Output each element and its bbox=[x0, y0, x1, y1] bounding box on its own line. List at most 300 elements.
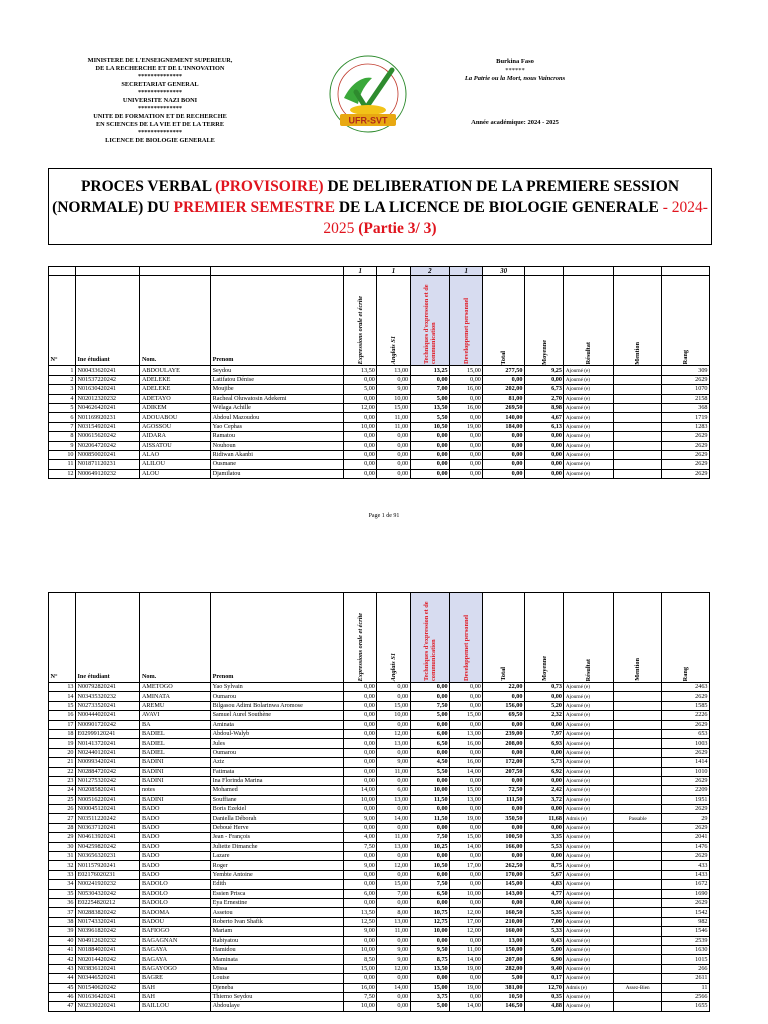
total-cell: 160,50 bbox=[483, 908, 525, 917]
prenom-cell: Oumarou bbox=[211, 748, 344, 757]
nom-cell: AMETOGO bbox=[140, 683, 211, 692]
resultat-cell: Ajourné (e) bbox=[564, 375, 614, 384]
mention-cell bbox=[614, 701, 662, 710]
anglais-cell: 0,00 bbox=[377, 1002, 410, 1011]
rang-cell: 2629 bbox=[662, 852, 710, 861]
moyenne-cell: 0,00 bbox=[524, 720, 563, 729]
mention-cell bbox=[614, 852, 662, 861]
tech-cell: 0,00 bbox=[410, 375, 449, 384]
col-expr-label: Expressions orale et écrite bbox=[356, 296, 364, 365]
moyenne-cell: 12,70 bbox=[524, 983, 563, 992]
tech-cell: 0,00 bbox=[410, 870, 449, 879]
moyenne-cell: 0,73 bbox=[524, 683, 563, 692]
table-row bbox=[49, 758, 710, 767]
expr-cell: 10,00 bbox=[344, 1002, 377, 1011]
prenom-cell: Wëlaga Achille bbox=[211, 403, 344, 412]
anglais-cell: 0,00 bbox=[377, 441, 410, 450]
dev-cell: 17,00 bbox=[450, 917, 483, 926]
resultat-cell: Ajourné (e) bbox=[564, 469, 614, 478]
ine-cell: N03154920241 bbox=[76, 422, 140, 431]
table-row bbox=[49, 861, 710, 870]
moyenne-cell: 3,72 bbox=[524, 795, 563, 804]
total-cell: 210,00 bbox=[483, 917, 525, 926]
rang-cell: 2629 bbox=[662, 375, 710, 384]
anglais-cell: 0,00 bbox=[377, 375, 410, 384]
row-num: 42 bbox=[49, 955, 76, 964]
ine-cell: E02176020231 bbox=[76, 870, 140, 879]
row-num: 39 bbox=[49, 927, 76, 936]
moyenne-cell: 0,00 bbox=[524, 469, 563, 478]
dev-cell: 13,00 bbox=[450, 795, 483, 804]
resultat-cell: Ajourné (e) bbox=[564, 413, 614, 422]
anglais-cell: 15,00 bbox=[377, 403, 410, 412]
rang-cell: 2226 bbox=[662, 711, 710, 720]
col-nom: Nom. bbox=[140, 593, 211, 683]
header-line: DE LA RECHERCHE ET DE L'INNOVATION bbox=[95, 65, 225, 72]
anglais-cell: 7,00 bbox=[377, 889, 410, 898]
ine-cell: E02254820212 bbox=[76, 898, 140, 907]
row-num: 25 bbox=[49, 795, 76, 804]
row-num: 1 bbox=[49, 366, 76, 375]
expr-cell: 0,00 bbox=[344, 432, 377, 441]
total-cell: 13,00 bbox=[483, 936, 525, 945]
mention-cell bbox=[614, 927, 662, 936]
table-row bbox=[49, 776, 710, 785]
expr-cell: 9,00 bbox=[344, 861, 377, 870]
col-resultat bbox=[564, 276, 614, 366]
ine-cell: N00444020241 bbox=[76, 711, 140, 720]
total-cell: 10,50 bbox=[483, 992, 525, 1001]
rang-cell: 1630 bbox=[662, 945, 710, 954]
tech-cell: 9,50 bbox=[410, 945, 449, 954]
total-cell: 22,00 bbox=[483, 683, 525, 692]
mention-cell: Assez-Bien bbox=[614, 983, 662, 992]
total-cell: 0,00 bbox=[483, 776, 525, 785]
rang-cell: 1672 bbox=[662, 880, 710, 889]
resultat-cell: Ajourné (e) bbox=[564, 880, 614, 889]
rang-cell: 2041 bbox=[662, 833, 710, 842]
rang-cell: 2463 bbox=[662, 683, 710, 692]
mention-cell bbox=[614, 833, 662, 842]
title-part: DE DELIBERATION DE LA PREMIERE SESSION (NORMALE) DU bbox=[52, 178, 680, 216]
expr-cell: 8,50 bbox=[344, 955, 377, 964]
tech-cell: 13,50 bbox=[410, 403, 449, 412]
expr-cell: 0,00 bbox=[344, 450, 377, 459]
table-row bbox=[49, 366, 710, 375]
resultat-cell: Ajourné (e) bbox=[564, 964, 614, 973]
moyenne-cell: 0,00 bbox=[524, 823, 563, 832]
mention-cell bbox=[614, 776, 662, 785]
rang-cell: 266 bbox=[662, 964, 710, 973]
nom-cell: BADIEL bbox=[140, 748, 211, 757]
col-num: N° bbox=[49, 593, 76, 683]
nom-cell: BAGRE bbox=[140, 974, 211, 983]
ine-cell: N03435320232 bbox=[76, 692, 140, 701]
rang-cell: 2209 bbox=[662, 786, 710, 795]
resultat-cell: Ajourné (e) bbox=[564, 767, 614, 776]
dev-cell: 0,00 bbox=[450, 432, 483, 441]
document-title bbox=[48, 168, 712, 245]
ine-cell: N01871120231 bbox=[76, 460, 140, 469]
mention-cell bbox=[614, 758, 662, 767]
col-rang-label: Rang bbox=[682, 666, 690, 681]
nom-cell: notes bbox=[140, 786, 211, 795]
ine-cell: N01413720241 bbox=[76, 739, 140, 748]
rang-cell: 2629 bbox=[662, 469, 710, 478]
nom-cell: BADO bbox=[140, 833, 211, 842]
ine-cell: N02085820241 bbox=[76, 786, 140, 795]
mention-cell bbox=[614, 385, 662, 394]
total-cell: 5,00 bbox=[483, 974, 525, 983]
dev-cell: 15,00 bbox=[450, 366, 483, 375]
col-moyenne-label: Moyenne bbox=[540, 339, 548, 365]
prenom-cell: Ina Florinda Marina bbox=[211, 776, 344, 785]
row-num: 38 bbox=[49, 917, 76, 926]
anglais-cell: 0,00 bbox=[377, 432, 410, 441]
dev-cell: 0,00 bbox=[450, 748, 483, 757]
ine-cell: N01636420241 bbox=[76, 992, 140, 1001]
dev-cell: 19,00 bbox=[450, 422, 483, 431]
mention-cell bbox=[614, 729, 662, 738]
rang-cell: 2629 bbox=[662, 720, 710, 729]
table-row bbox=[49, 795, 710, 804]
dev-cell: 19,00 bbox=[450, 983, 483, 992]
prenom-cell: Abdoul-Walyb bbox=[211, 729, 344, 738]
nom-cell: BADO bbox=[140, 805, 211, 814]
moyenne-cell: 4,67 bbox=[524, 413, 563, 422]
col-rang bbox=[662, 276, 710, 366]
title-part-number: (Partie 3/ 3) bbox=[358, 220, 437, 237]
table-row bbox=[49, 441, 710, 450]
total-cell: 0,00 bbox=[483, 432, 525, 441]
table-row bbox=[49, 842, 710, 851]
mention-cell bbox=[614, 795, 662, 804]
tech-cell: 7,50 bbox=[410, 701, 449, 710]
ine-cell: N00516220241 bbox=[76, 795, 140, 804]
resultat-cell: Ajourné (e) bbox=[564, 889, 614, 898]
ine-cell: N02064720242 bbox=[76, 441, 140, 450]
table-2-body bbox=[49, 683, 710, 1012]
nom-cell: ALAO bbox=[140, 450, 211, 459]
total-cell: 269,50 bbox=[483, 403, 525, 412]
prenom-cell: Edith bbox=[211, 880, 344, 889]
anglais-cell: 0,00 bbox=[377, 776, 410, 785]
anglais-cell: 11,00 bbox=[377, 833, 410, 842]
nom-cell: BADO bbox=[140, 870, 211, 879]
mention-cell bbox=[614, 870, 662, 879]
moyenne-cell: 4,83 bbox=[524, 880, 563, 889]
title-year: - 2024-2025 bbox=[323, 199, 708, 237]
table-row bbox=[49, 805, 710, 814]
resultat-cell: Ajourné (e) bbox=[564, 861, 614, 870]
total-cell: 0,00 bbox=[483, 748, 525, 757]
dev-cell: 0,00 bbox=[450, 683, 483, 692]
nom-cell: BADINI bbox=[140, 767, 211, 776]
resultat-cell: Ajourné (e) bbox=[564, 842, 614, 851]
credit-cell: 1 bbox=[450, 267, 483, 276]
tech-cell: 13,50 bbox=[410, 964, 449, 973]
dev-cell: 14,00 bbox=[450, 955, 483, 964]
dev-cell: 12,00 bbox=[450, 927, 483, 936]
moyenne-cell: 5,67 bbox=[524, 870, 563, 879]
total-cell: 145,00 bbox=[483, 880, 525, 889]
expr-cell: 0,00 bbox=[344, 701, 377, 710]
table-row bbox=[49, 908, 710, 917]
dev-cell: 11,00 bbox=[450, 945, 483, 954]
anglais-cell: 0,00 bbox=[377, 852, 410, 861]
col-tech-label: Techniques d'expression et de communication bbox=[422, 284, 437, 365]
mention-cell bbox=[614, 917, 662, 926]
total-cell: 150,00 bbox=[483, 945, 525, 954]
mention-cell bbox=[614, 823, 662, 832]
prenom-cell: Eya Ernestine bbox=[211, 898, 344, 907]
nom-cell: BAH bbox=[140, 992, 211, 1001]
prenom-cell: Yembte Antoine bbox=[211, 870, 344, 879]
rang-cell: 1015 bbox=[662, 955, 710, 964]
tech-cell: 5,00 bbox=[410, 711, 449, 720]
dev-cell: 0,00 bbox=[450, 805, 483, 814]
nom-cell: BAILLOU bbox=[140, 1002, 211, 1011]
header-line: ************** bbox=[137, 105, 183, 112]
rang-cell: 2629 bbox=[662, 898, 710, 907]
row-num: 18 bbox=[49, 729, 76, 738]
table-row bbox=[49, 767, 710, 776]
expr-cell: 16,00 bbox=[344, 983, 377, 992]
nom-cell: BADO bbox=[140, 823, 211, 832]
tech-cell: 6,50 bbox=[410, 889, 449, 898]
rang-cell: 29 bbox=[662, 814, 710, 823]
rang-cell: 2566 bbox=[662, 992, 710, 1001]
total-cell: 208,00 bbox=[483, 739, 525, 748]
expr-cell: 0,00 bbox=[344, 823, 377, 832]
rang-cell: 2158 bbox=[662, 394, 710, 403]
expr-cell: 0,00 bbox=[344, 683, 377, 692]
col-rang-label: Rang bbox=[682, 350, 690, 365]
moyenne-cell: 0,00 bbox=[524, 776, 563, 785]
prenom-cell: Mohamed bbox=[211, 786, 344, 795]
table-row bbox=[49, 385, 710, 394]
row-num: 30 bbox=[49, 842, 76, 851]
col-moyenne bbox=[524, 593, 563, 683]
resultat-cell: Admis (e) bbox=[564, 983, 614, 992]
table-row bbox=[49, 889, 710, 898]
dev-cell: 0,00 bbox=[450, 469, 483, 478]
expr-cell: 10,00 bbox=[344, 945, 377, 954]
anglais-cell: 0,00 bbox=[377, 870, 410, 879]
prenom-cell: Moujibe bbox=[211, 385, 344, 394]
prenom-cell: Fatimata bbox=[211, 767, 344, 776]
tech-cell: 5,50 bbox=[410, 413, 449, 422]
results-table-2 bbox=[48, 592, 710, 1012]
dev-cell: 13,00 bbox=[450, 729, 483, 738]
title-part: DE LA LICENCE DE BIOLOGIE GENERALE bbox=[334, 199, 659, 216]
ine-cell: N00850020241 bbox=[76, 450, 140, 459]
dev-cell: 0,00 bbox=[450, 375, 483, 384]
logo-text: UFR-SVT bbox=[348, 115, 388, 126]
prenom-cell: Roger bbox=[211, 861, 344, 870]
table-row bbox=[49, 945, 710, 954]
prenom-cell: Ousmane bbox=[211, 460, 344, 469]
dev-cell: 16,00 bbox=[450, 385, 483, 394]
mention-cell bbox=[614, 767, 662, 776]
total-cell: 0,00 bbox=[483, 823, 525, 832]
tech-cell: 8,75 bbox=[410, 955, 449, 964]
total-cell: 111,50 bbox=[483, 795, 525, 804]
mention-cell bbox=[614, 413, 662, 422]
row-num: 35 bbox=[49, 889, 76, 898]
anglais-cell: 0,00 bbox=[377, 720, 410, 729]
col-expr bbox=[344, 276, 377, 366]
mention-cell bbox=[614, 720, 662, 729]
nom-cell: BADO bbox=[140, 842, 211, 851]
rang-cell: 1476 bbox=[662, 842, 710, 851]
nom-cell: ADETAYO bbox=[140, 394, 211, 403]
table-row bbox=[49, 936, 710, 945]
dev-cell: 0,00 bbox=[450, 394, 483, 403]
moyenne-cell: 6,73 bbox=[524, 385, 563, 394]
row-num: 12 bbox=[49, 469, 76, 478]
anglais-cell: 0,00 bbox=[377, 683, 410, 692]
rang-cell: 2629 bbox=[662, 450, 710, 459]
moyenne-cell: 2,42 bbox=[524, 786, 563, 795]
anglais-cell: 9,00 bbox=[377, 758, 410, 767]
expr-cell: 12,00 bbox=[344, 403, 377, 412]
rang-cell: 1010 bbox=[662, 767, 710, 776]
header-line: LICENCE DE BIOLOGIE GENERALE bbox=[105, 137, 215, 144]
expr-cell: 0,00 bbox=[344, 720, 377, 729]
dev-cell: 19,00 bbox=[450, 964, 483, 973]
dev-cell: 0,00 bbox=[450, 870, 483, 879]
ine-cell: N01157920241 bbox=[76, 861, 140, 870]
tech-cell: 0,00 bbox=[410, 974, 449, 983]
mention-cell bbox=[614, 692, 662, 701]
resultat-cell: Ajourné (e) bbox=[564, 729, 614, 738]
expr-cell: 7,50 bbox=[344, 992, 377, 1001]
dev-cell: 0,00 bbox=[450, 852, 483, 861]
total-cell: 0,00 bbox=[483, 692, 525, 701]
anglais-cell: 0,00 bbox=[377, 992, 410, 1001]
tech-cell: 0,00 bbox=[410, 460, 449, 469]
ine-cell: N05304320242 bbox=[76, 889, 140, 898]
col-ine: Ine étudiant bbox=[76, 276, 140, 366]
col-anglais bbox=[377, 593, 410, 683]
moyenne-cell: 6,93 bbox=[524, 739, 563, 748]
rang-cell: 2611 bbox=[662, 974, 710, 983]
dev-cell: 0,00 bbox=[450, 974, 483, 983]
anglais-cell: 6,00 bbox=[377, 786, 410, 795]
col-total bbox=[483, 593, 525, 683]
row-num: 47 bbox=[49, 1002, 76, 1011]
prenom-cell: Ramatou bbox=[211, 432, 344, 441]
expr-cell: 0,00 bbox=[344, 936, 377, 945]
ine-cell: N03961820242 bbox=[76, 927, 140, 936]
header-line: UNIVERSITE NAZI BONI bbox=[122, 97, 198, 104]
rang-cell: 1003 bbox=[662, 739, 710, 748]
resultat-cell: Ajourné (e) bbox=[564, 739, 614, 748]
ine-cell: N00649120232 bbox=[76, 469, 140, 478]
table-row bbox=[49, 729, 710, 738]
table-row bbox=[49, 786, 710, 795]
col-tech bbox=[410, 593, 449, 683]
moyenne-cell: 0,17 bbox=[524, 974, 563, 983]
mention-cell bbox=[614, 403, 662, 412]
row-num: 17 bbox=[49, 720, 76, 729]
dev-cell: 15,00 bbox=[450, 786, 483, 795]
moyenne-cell: 3,35 bbox=[524, 833, 563, 842]
expr-cell: 15,00 bbox=[344, 964, 377, 973]
prenom-cell: Rabiyatou bbox=[211, 936, 344, 945]
table-row bbox=[49, 870, 710, 879]
row-num: 29 bbox=[49, 833, 76, 842]
rang-cell: 2629 bbox=[662, 805, 710, 814]
dev-cell: 0,00 bbox=[450, 413, 483, 422]
resultat-cell: Ajourné (e) bbox=[564, 758, 614, 767]
ine-cell: N03511220242 bbox=[76, 814, 140, 823]
row-num: 43 bbox=[49, 964, 76, 973]
col-prenom: Prenom bbox=[211, 593, 344, 683]
mention-cell bbox=[614, 394, 662, 403]
row-num: 27 bbox=[49, 814, 76, 823]
header-line: ************** bbox=[137, 89, 183, 96]
header-line: EN SCIENCES DE LA VIE ET DE LA TERRE bbox=[95, 121, 225, 128]
prenom-cell: Bilgasou Adimi Bolarinwa Aromose bbox=[211, 701, 344, 710]
expr-cell: 6,00 bbox=[344, 889, 377, 898]
row-num: 23 bbox=[49, 776, 76, 785]
table-row bbox=[49, 375, 710, 384]
expr-cell: 5,00 bbox=[344, 385, 377, 394]
ine-cell: N00433620241 bbox=[76, 366, 140, 375]
tech-cell: 5,50 bbox=[410, 767, 449, 776]
total-cell: 0,00 bbox=[483, 720, 525, 729]
col-tech bbox=[410, 276, 449, 366]
resultat-cell: Ajourné (e) bbox=[564, 917, 614, 926]
resultat-cell: Admis (e) bbox=[564, 814, 614, 823]
table-row bbox=[49, 880, 710, 889]
mention-cell bbox=[614, 805, 662, 814]
mention-cell bbox=[614, 974, 662, 983]
nom-cell: ADIKEM bbox=[140, 403, 211, 412]
ine-cell: N02883820242 bbox=[76, 908, 140, 917]
rang-cell: 1585 bbox=[662, 701, 710, 710]
nom-cell: BADIEL bbox=[140, 729, 211, 738]
row-num: 15 bbox=[49, 701, 76, 710]
rang-cell: 1655 bbox=[662, 1002, 710, 1011]
credit-cell: 1 bbox=[344, 267, 377, 276]
dev-cell: 16,00 bbox=[450, 403, 483, 412]
prenom-cell: Thierno Seydou bbox=[211, 992, 344, 1001]
ine-cell: N01743320241 bbox=[76, 917, 140, 926]
table-1-body bbox=[49, 366, 710, 479]
resultat-cell: Ajourné (e) bbox=[564, 1002, 614, 1011]
prenom-cell: Aminata bbox=[211, 720, 344, 729]
academic-year: Année académique: 2024 - 2025 bbox=[471, 118, 559, 126]
ine-cell: N00993420241 bbox=[76, 758, 140, 767]
nom-cell: BADIEL bbox=[140, 739, 211, 748]
tech-cell: 7,50 bbox=[410, 833, 449, 842]
anglais-cell: 12,00 bbox=[377, 861, 410, 870]
ine-cell: N01884020241 bbox=[76, 945, 140, 954]
tech-cell: 0,00 bbox=[410, 720, 449, 729]
dev-cell: 0,00 bbox=[450, 692, 483, 701]
resultat-cell: Ajourné (e) bbox=[564, 460, 614, 469]
ine-cell: N04626420241 bbox=[76, 403, 140, 412]
table-row bbox=[49, 852, 710, 861]
resultat-cell: Ajourné (e) bbox=[564, 711, 614, 720]
table-row bbox=[49, 432, 710, 441]
col-resultat bbox=[564, 593, 614, 683]
prenom-cell: Lazare bbox=[211, 852, 344, 861]
table-row bbox=[49, 413, 710, 422]
